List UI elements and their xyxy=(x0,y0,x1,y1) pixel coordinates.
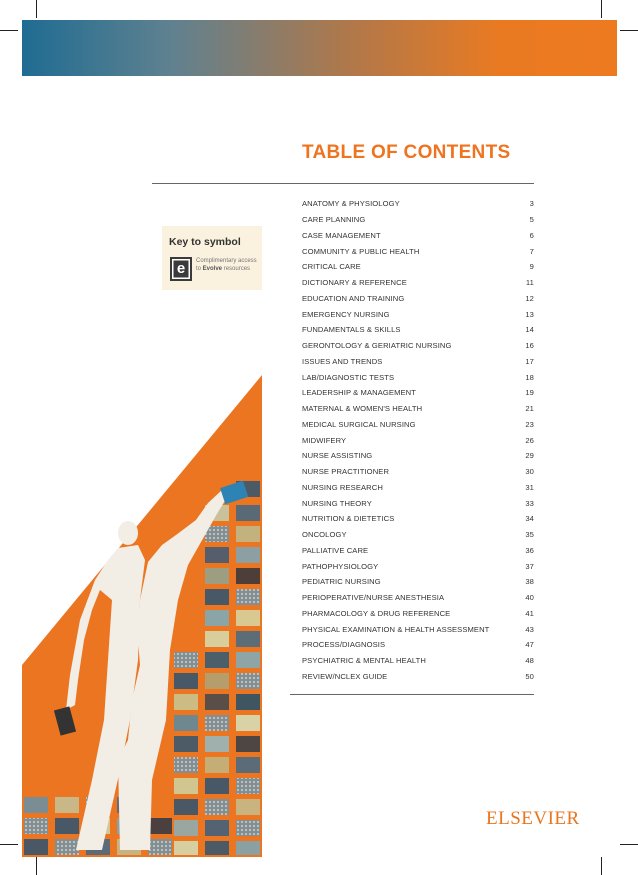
toc-entry-page: 17 xyxy=(525,356,534,366)
toc-entry[interactable] xyxy=(302,291,534,307)
toc-entry-page: 14 xyxy=(525,325,534,335)
toc-entry-page: 6 xyxy=(529,230,534,240)
toc-entry[interactable] xyxy=(302,354,534,370)
toc-entry-label: NURSE PRACTITIONER xyxy=(302,467,390,477)
toc-entry[interactable] xyxy=(302,338,534,354)
toc-entry[interactable] xyxy=(302,574,534,590)
toc-entry-label: PSYCHIATRIC & MENTAL HEALTH xyxy=(302,656,426,666)
toc-entry-page: 21 xyxy=(525,404,534,414)
toc-entry-label: PALLIATIVE CARE xyxy=(302,545,369,555)
toc-entry-page: 31 xyxy=(525,482,534,492)
toc-entry-label: NURSE ASSISTING xyxy=(302,451,373,461)
toc-entry-label: PEDIATRIC NURSING xyxy=(302,577,381,587)
toc-entry-page: 48 xyxy=(525,656,534,666)
toc-entry-page: 41 xyxy=(525,608,534,618)
toc-entry-page: 40 xyxy=(525,593,534,603)
toc-entry-page: 35 xyxy=(525,530,534,540)
publisher-logo: ELSEVIER xyxy=(486,808,580,829)
toc-entry-label: CARE PLANNING xyxy=(302,215,366,225)
toc-entry[interactable] xyxy=(302,243,534,259)
toc-entry-label: MEDICAL SURGICAL NURSING xyxy=(302,419,416,429)
toc-entry[interactable] xyxy=(302,606,534,622)
toc-entry-label: DICTIONARY & REFERENCE xyxy=(302,278,407,288)
toc-entry[interactable] xyxy=(302,495,534,511)
toc-entry[interactable] xyxy=(302,432,534,448)
toc-entry[interactable] xyxy=(302,448,534,464)
toc-entry-page: 50 xyxy=(525,671,534,681)
toc-entry-page: 12 xyxy=(525,293,534,303)
toc-entry-label: EDUCATION AND TRAINING xyxy=(302,293,405,303)
toc-entry-label: FUNDAMENTALS & SKILLS xyxy=(302,325,401,335)
key-description: Complimentary access to Evolve resources xyxy=(196,258,257,272)
toc-entry-page: 33 xyxy=(525,498,534,508)
key-to-symbol-box xyxy=(162,226,262,290)
toc-entry[interactable] xyxy=(302,511,534,527)
toc-entry-label: EMERGENCY NURSING xyxy=(302,309,390,319)
toc-entry-label: PHARMACOLOGY & DRUG REFERENCE xyxy=(302,608,451,618)
toc-entry-label: NUTRITION & DIETETICS xyxy=(302,514,395,524)
toc-entry-page: 47 xyxy=(525,640,534,650)
toc-entry-page: 36 xyxy=(525,545,534,555)
toc-entry-label: ONCOLOGY xyxy=(302,530,347,540)
toc-entry-label: PATHOPHYSIOLOGY xyxy=(302,561,379,571)
toc-entry-page: 30 xyxy=(525,467,534,477)
evolve-e-icon: e xyxy=(170,257,192,281)
toc-entry[interactable] xyxy=(302,653,534,669)
toc-entry-page: 5 xyxy=(529,215,534,225)
toc-entry-page: 18 xyxy=(525,372,534,382)
toc-entry[interactable] xyxy=(302,464,534,480)
toc-entry-label: PERIOPERATIVE/NURSE ANESTHESIA xyxy=(302,593,445,603)
toc-entry-label: ISSUES AND TRENDS xyxy=(302,356,383,366)
toc-entry[interactable] xyxy=(302,527,534,543)
toc-entry[interactable] xyxy=(302,369,534,385)
page-title: TABLE OF CONTENTS xyxy=(302,142,511,163)
toc-entry[interactable] xyxy=(302,401,534,417)
toc-entry-page: 29 xyxy=(525,451,534,461)
toc-entry[interactable] xyxy=(302,558,534,574)
toc-entry-label: PHYSICAL EXAMINATION & HEALTH ASSESSMENT xyxy=(302,624,490,634)
toc-bottom-divider xyxy=(290,694,534,695)
toc-entry[interactable] xyxy=(302,637,534,653)
toc-entry-label: LAB/DIAGNOSTIC TESTS xyxy=(302,372,395,382)
toc-entry-page: 16 xyxy=(525,341,534,351)
toc-entry-label: LEADERSHIP & MANAGEMENT xyxy=(302,388,416,398)
toc-entry-page: 23 xyxy=(525,419,534,429)
toc-entry[interactable] xyxy=(302,669,534,685)
toc-entry-label: CRITICAL CARE xyxy=(302,262,361,272)
toc-entry-label: MIDWIFERY xyxy=(302,435,347,445)
key-title: Key to symbol xyxy=(169,236,241,248)
toc-entry-page: 37 xyxy=(525,561,534,571)
toc-entry-label: GERONTOLOGY & GERIATRIC NURSING xyxy=(302,341,452,351)
toc-entry[interactable] xyxy=(302,196,534,212)
toc-entry-page: 43 xyxy=(525,624,534,634)
toc-entry[interactable] xyxy=(302,385,534,401)
toc-entry[interactable] xyxy=(302,417,534,433)
toc-entry[interactable] xyxy=(302,228,534,244)
toc-entry-page: 3 xyxy=(529,199,534,209)
toc-entry-page: 26 xyxy=(525,435,534,445)
toc-entry[interactable] xyxy=(302,621,534,637)
toc-entry[interactable] xyxy=(302,590,534,606)
toc-entry-label: PROCESS/DIAGNOSIS xyxy=(302,640,386,650)
toc-entry[interactable] xyxy=(302,543,534,559)
toc-entry[interactable] xyxy=(302,259,534,275)
toc-entry-page: 38 xyxy=(525,577,534,587)
toc-entry-label: ANATOMY & PHYSIOLOGY xyxy=(302,199,400,209)
toc-entry-label: NURSING THEORY xyxy=(302,498,372,508)
toc-entry[interactable] xyxy=(302,480,534,496)
toc-list xyxy=(302,196,534,684)
title-divider xyxy=(152,183,534,184)
toc-entry-page: 11 xyxy=(525,278,534,288)
toc-entry-label: NURSING RESEARCH xyxy=(302,482,383,492)
toc-entry-label: COMMUNITY & PUBLIC HEALTH xyxy=(302,246,420,256)
toc-entry-label: CASE MANAGEMENT xyxy=(302,230,381,240)
toc-entry-page: 13 xyxy=(525,309,534,319)
toc-entry[interactable] xyxy=(302,322,534,338)
toc-entry[interactable] xyxy=(302,212,534,228)
toc-entry-label: REVIEW/NCLEX GUIDE xyxy=(302,671,388,681)
toc-entry-label: MATERNAL & WOMEN'S HEALTH xyxy=(302,404,423,414)
toc-entry-page: 9 xyxy=(529,262,534,272)
toc-entry-page: 34 xyxy=(525,514,534,524)
toc-entry[interactable] xyxy=(302,306,534,322)
toc-entry[interactable] xyxy=(302,275,534,291)
toc-entry-page: 19 xyxy=(525,388,534,398)
toc-entry-page: 7 xyxy=(529,246,534,256)
